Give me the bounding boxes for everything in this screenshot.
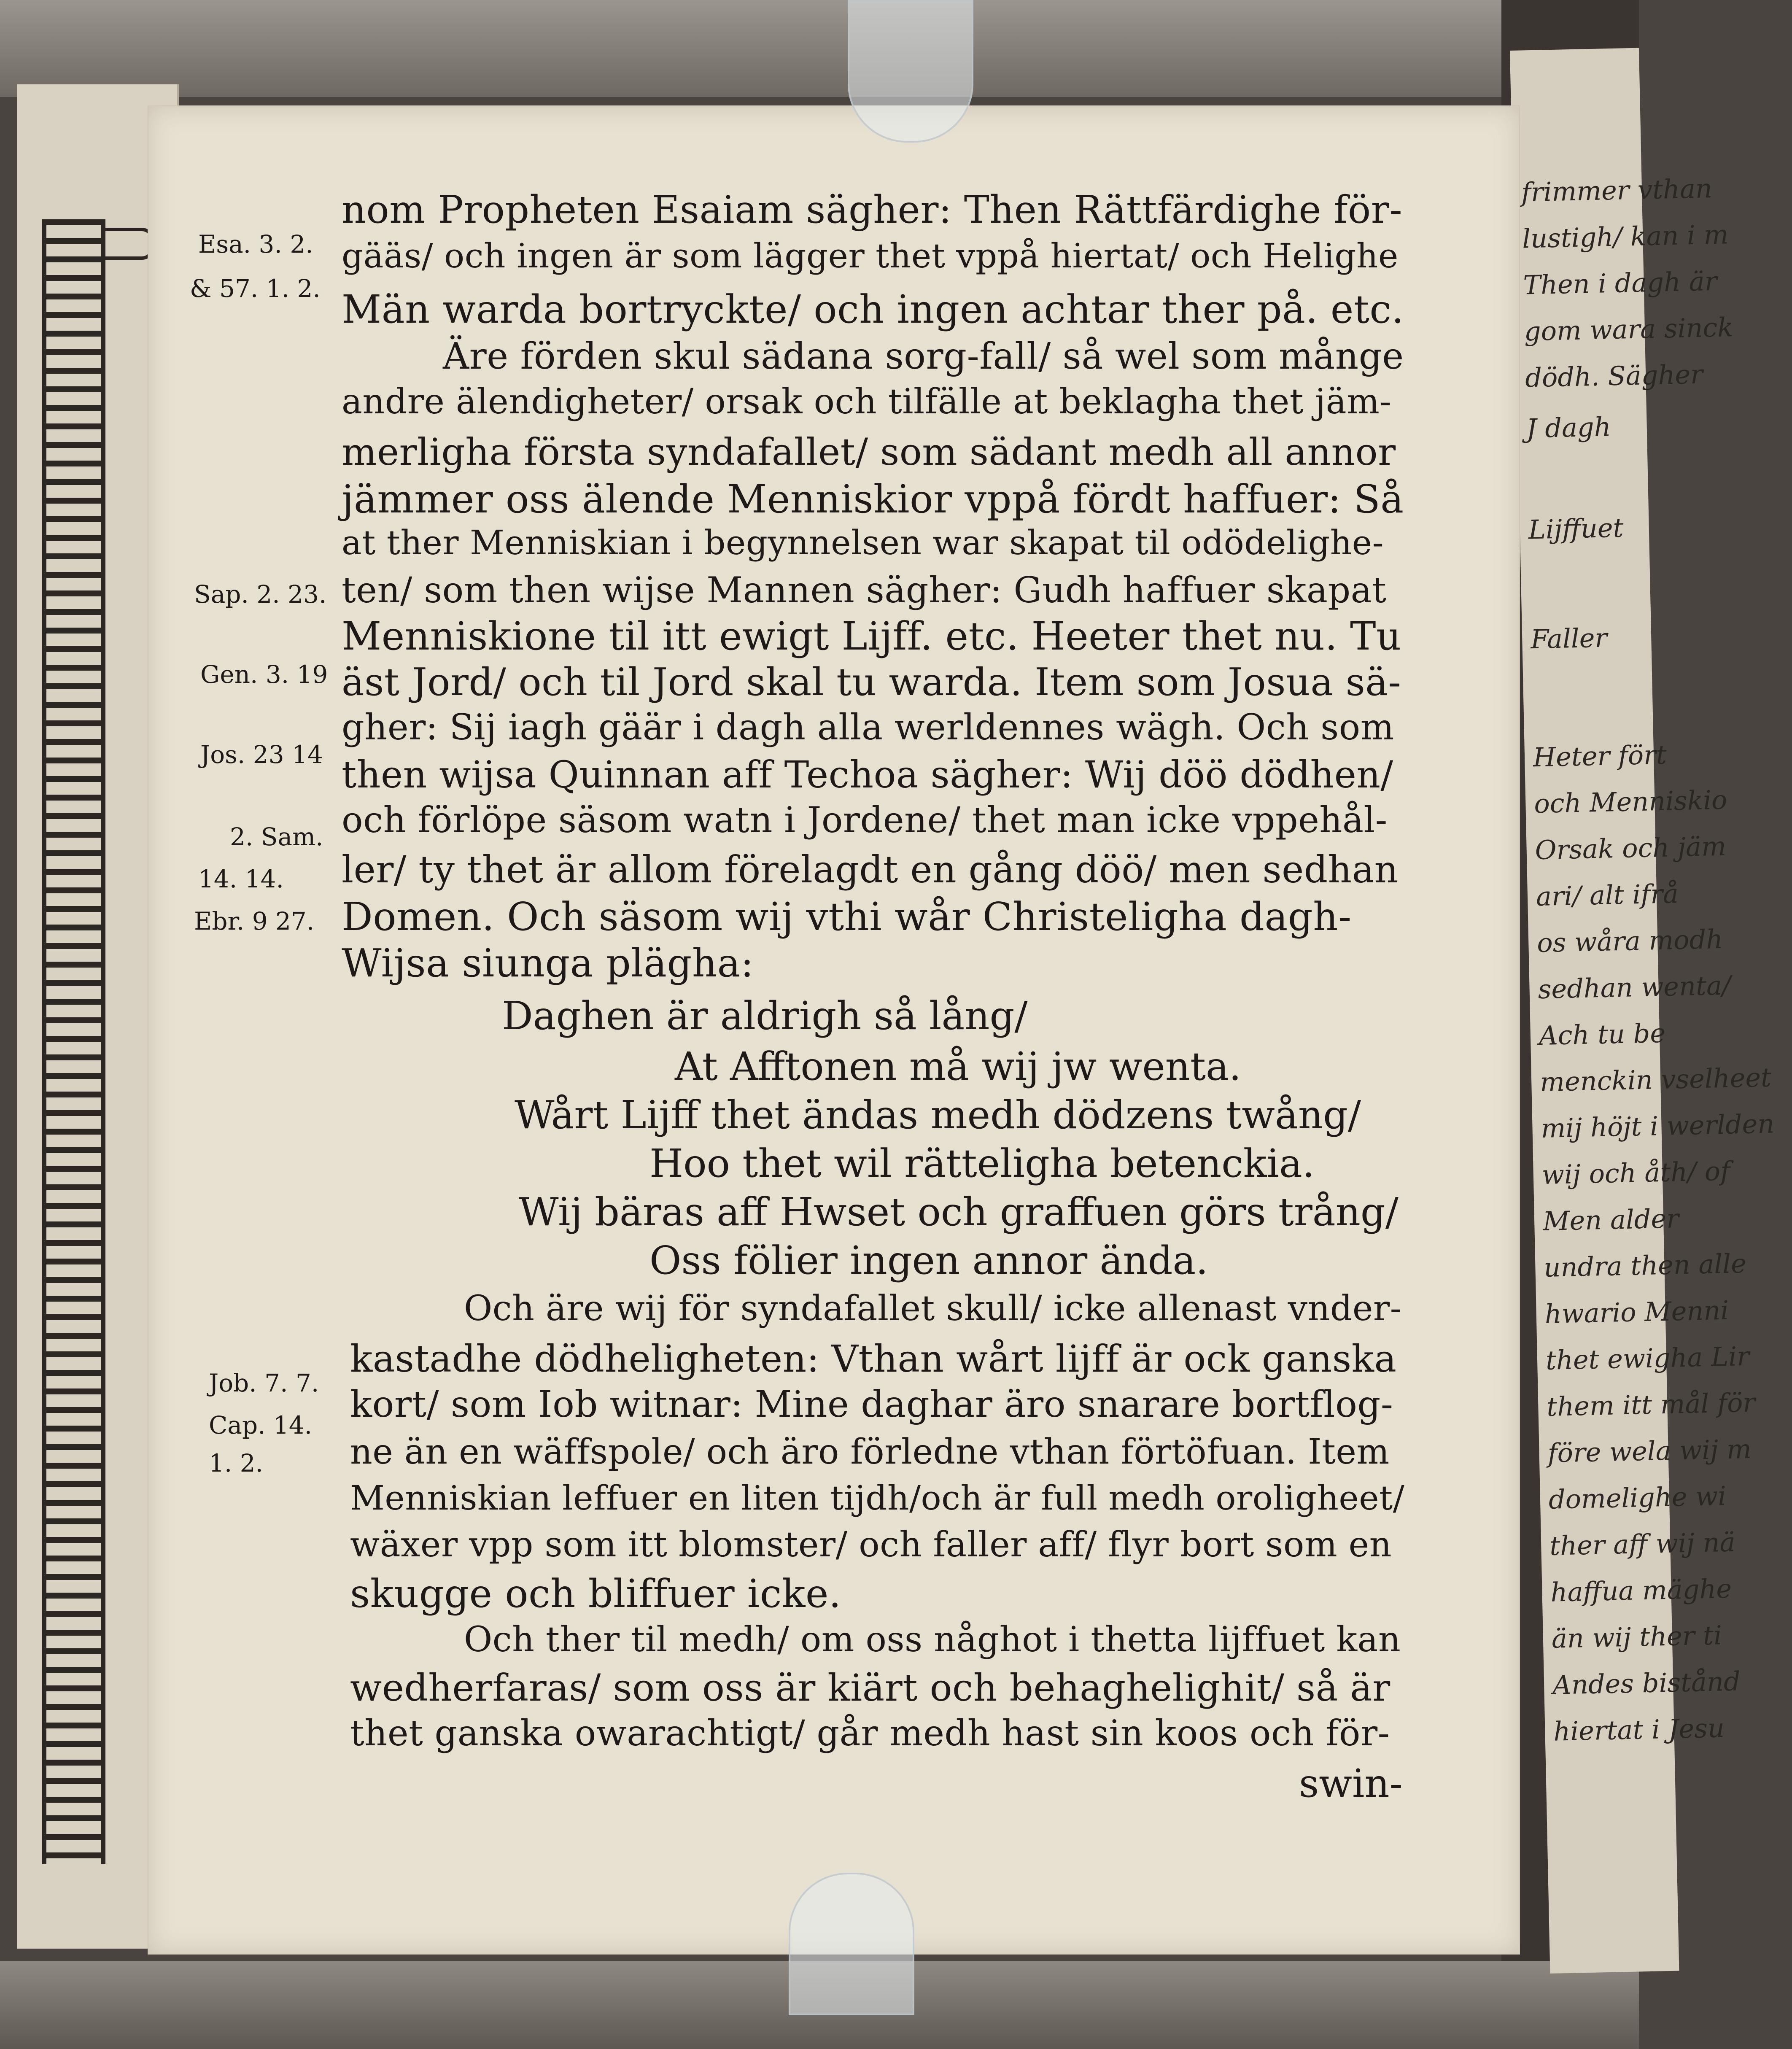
facing-line: Orsak och jäm (1534, 830, 1727, 866)
margin-note: 14. 14. (198, 865, 284, 893)
facing-line: Men alder (1542, 1203, 1679, 1237)
text-line: thet ganska owarachtigt/ går medh hast sin koos och för- (350, 1712, 1390, 1754)
text-line: wäxer vpp som itt blomster/ och faller aff/ flyr bort som en (350, 1525, 1392, 1565)
verse-line: Hoo thet wil rätteligha betenckia. (649, 1141, 1315, 1186)
text-line: merligha första syndafallet/ som sädant medh all annor (342, 430, 1396, 474)
text-line: ler/ ty thet är allom förelagdt en gång döö/ men sedhan (342, 848, 1399, 891)
facing-line: Heter fört (1533, 739, 1667, 773)
text-line: at ther Menniskian i begynnelsen war skapat til odödelighe- (342, 523, 1384, 562)
left-ornamental-border (42, 219, 105, 1864)
margin-note: Cap. 14. (209, 1411, 313, 1440)
text-line: gääs/ och ingen är som lägger thet vppå hiertat/ och Helighe (342, 236, 1399, 275)
margin-note: Gen. 3. 19 (200, 660, 328, 689)
text-line: ne än en wäffspole/ och äro förledne vthan förtöfuan. Item (350, 1432, 1390, 1472)
catchword: swin- (1299, 1761, 1403, 1806)
facing-line: hwario Menni (1544, 1294, 1729, 1329)
verse-line: Wij bäras aff Hwset och graffuen görs trång/ (519, 1189, 1399, 1235)
text-line: Menniskione til itt ewigt Lijff. etc. Heeter thet nu. Tu (342, 614, 1401, 659)
text-line: och förlöpe säsom watn i Jordene/ thet man icke vppehål- (342, 799, 1388, 841)
facing-line: före wela wij m (1547, 1433, 1752, 1469)
margin-note: 1. 2. (209, 1449, 264, 1477)
facing-line: menckin vselheet (1539, 1062, 1772, 1098)
text-line: äst Jord/ och til Jord skal tu warda. Item som Josua sä- (342, 660, 1401, 704)
facing-line: lustigh/ kan i m (1522, 219, 1729, 254)
page-clip-top (848, 0, 973, 143)
facing-line: os wåra modh (1536, 923, 1723, 959)
background-top (0, 0, 1639, 97)
text-line: Äre förden skul sädana sorg-fall/ så wel som månge (443, 335, 1404, 377)
text-line: Män warda bortryckte/ och ingen achtar ther på. etc. (342, 287, 1404, 332)
text-line: Wijsa siunga plägha: (342, 941, 754, 986)
text-line: ten/ som then wijse Mannen sägher: Gudh haffuer skapat (342, 569, 1387, 611)
facing-line: gom wara sinck (1524, 312, 1734, 347)
verse-line: Wårt Lijff thet ändas medh dödzens twång/ (515, 1092, 1361, 1138)
text-line: wedherfaras/ som oss är kiärt och behaghelighit/ så är (350, 1666, 1390, 1709)
text-line: kort/ som Iob witnar: Mine daghar äro snarare bortflog- (350, 1383, 1393, 1426)
verse-line: Daghen är aldrigh så lång/ (502, 993, 1028, 1038)
text-line: Menniskian leffuer en liten tijdh/och är full medh oroligheet/ (350, 1478, 1405, 1518)
facing-line: Then i dagh är (1523, 265, 1718, 301)
text-line: Domen. Och säsom wij vthi wår Christeligha dagh- (342, 894, 1352, 939)
text-line: nom Propheten Esaiam sägher: Then Rättfärdighe för- (342, 188, 1403, 232)
facing-line: ther aff wij nä (1549, 1526, 1736, 1561)
facing-line: undra then alle (1543, 1248, 1747, 1283)
text-line: andre älendigheter/ orsak och tilfälle at beklagha thet jäm- (342, 382, 1392, 422)
margin-note: Ebr. 9 27. (194, 907, 315, 936)
text-line: Och äre wij för syndafallet skull/ icke allenast vnder- (464, 1289, 1402, 1329)
facing-line: Faller (1530, 622, 1608, 655)
margin-note: Esa. 3. 2. (198, 230, 313, 259)
facing-line: ari/ alt ifrå (1536, 878, 1679, 912)
margin-note: Job. 7. 7. (209, 1369, 319, 1397)
facing-line: sedhan wenta/ (1537, 970, 1731, 1005)
text-line: jämmer oss älende Menniskior vppå fördt haffuer: Så (342, 477, 1404, 522)
text-line: Och ther til medh/ om oss någhot i thetta lijffuet kan (464, 1620, 1401, 1660)
facing-line: dödh. Sägher (1525, 359, 1703, 394)
facing-line: haffua mäghe (1550, 1573, 1732, 1608)
text-line: skugge och bliffuer icke. (350, 1571, 841, 1616)
text-line: gher: Sij iagh gäär i dagh alla werldennes wägh. Och som (342, 706, 1394, 748)
facing-line: hiertat i Jesu (1553, 1712, 1725, 1747)
facing-line: Andes bistånd (1552, 1666, 1741, 1701)
facing-line: mij höjt i werlden (1540, 1108, 1775, 1144)
verse-line: At Afftonen må wij jw wenta. (675, 1044, 1242, 1089)
facing-line: J dagh (1526, 411, 1611, 444)
text-line: then wijsa Quinnan aff Techoa sägher: Wij döö dödhen/ (342, 753, 1393, 796)
margin-note: 2. Sam. (230, 822, 323, 851)
facing-line: frimmer vthan (1521, 173, 1713, 208)
facing-line: än wij ther ti (1551, 1620, 1722, 1654)
facing-line: och Menniskio (1533, 784, 1728, 820)
page-clip-bottom (789, 1873, 914, 2015)
facing-line: domelighe wi (1548, 1480, 1727, 1515)
facing-line: thet ewigha Lir (1545, 1340, 1750, 1376)
margin-note: Jos. 23 14 (200, 740, 323, 769)
verse-line: Oss fölier ingen annor ända. (649, 1238, 1208, 1283)
margin-note: & 57. 1. 2. (190, 274, 321, 303)
facing-line: them itt mål för (1546, 1387, 1756, 1422)
facing-line: Ach tu be (1539, 1017, 1666, 1051)
text-line: kastadhe dödheligheten: Vthan wårt lijff är ock ganska (350, 1337, 1397, 1380)
facing-line: Lijffuet (1528, 512, 1624, 545)
margin-note: Sap. 2. 23. (194, 580, 327, 609)
facing-line: wij och åth/ of (1541, 1155, 1730, 1190)
